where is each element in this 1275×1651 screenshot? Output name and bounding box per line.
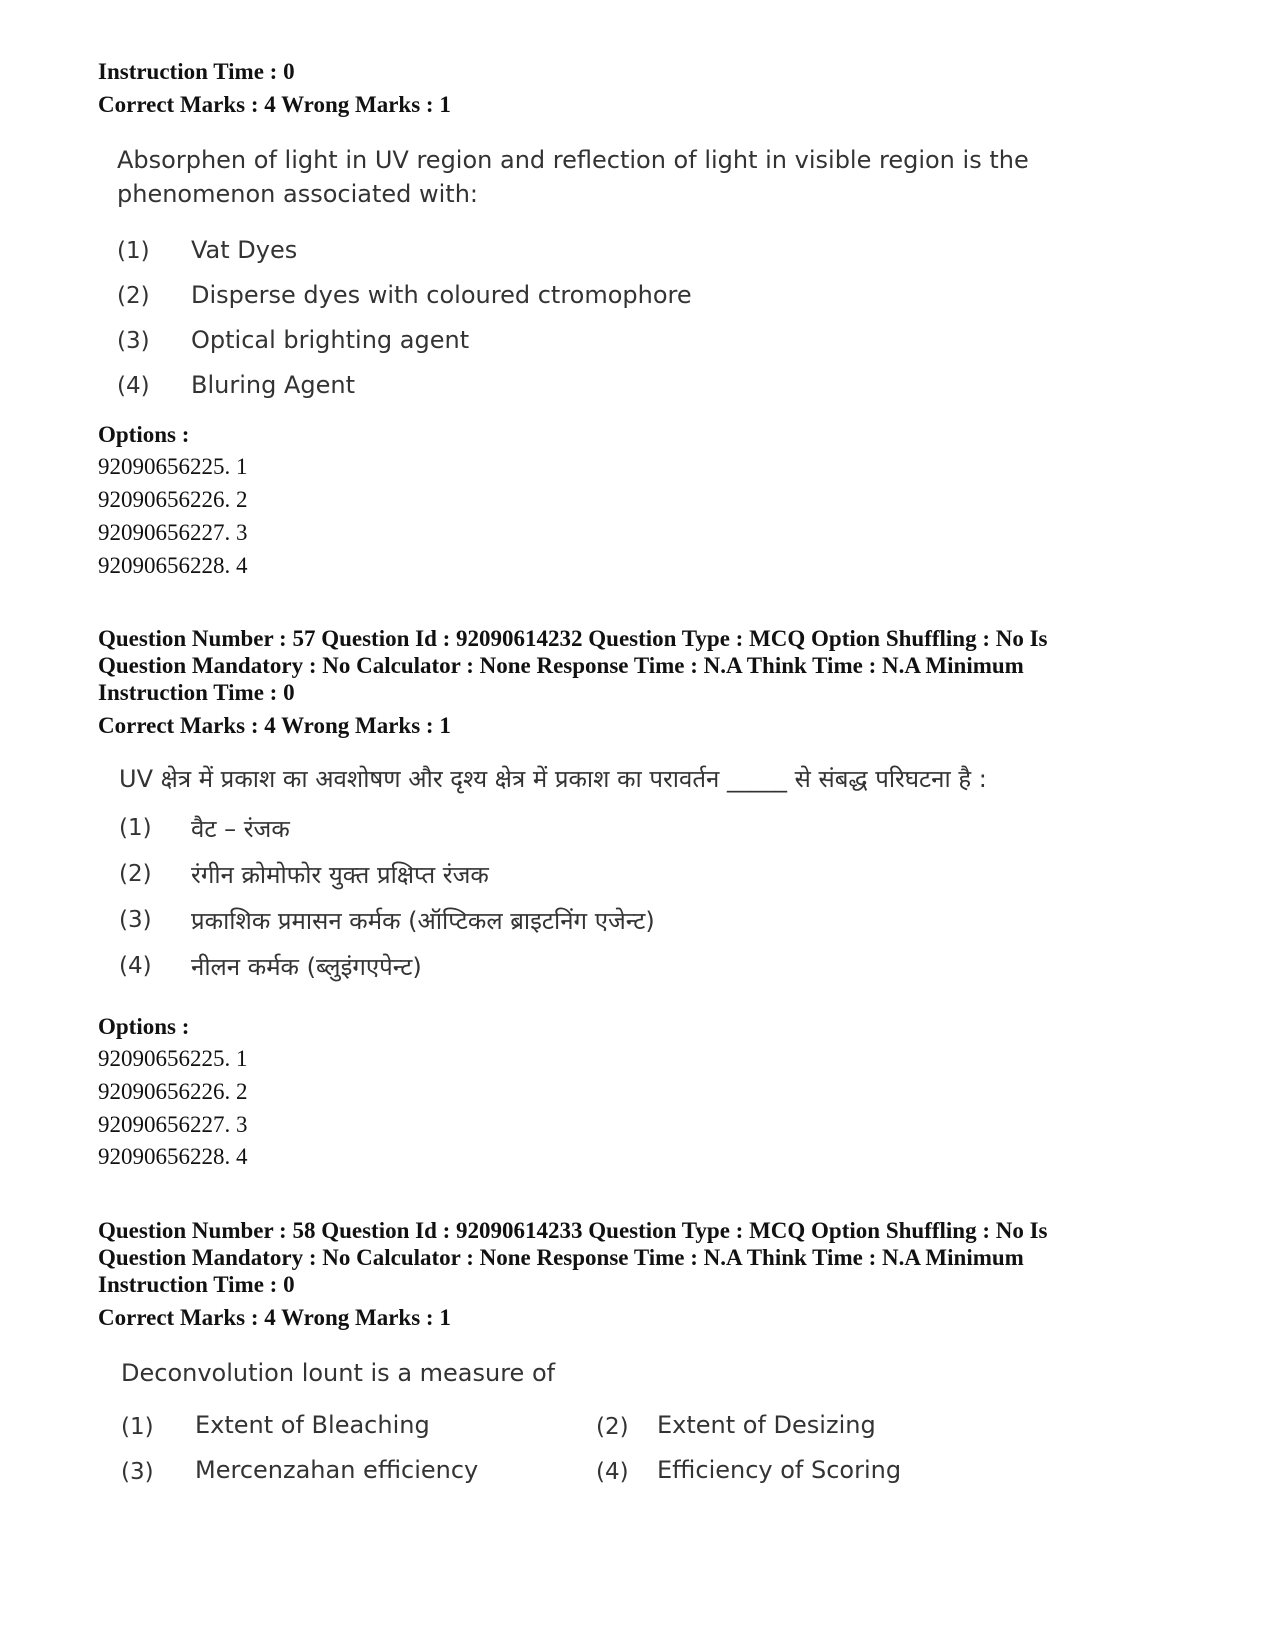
choice-text: Extent of Desizing [657,1411,876,1439]
options-title: Options : [98,422,190,447]
options-title: Options : [98,1014,190,1039]
question-header: Question Number : 57 Question Id : 92090614232 Question Type : MCQ Option Shuffling : No Is [98,626,1048,651]
option-line: 92090656227. 3 [98,520,248,545]
option-line: 92090656228. 4 [98,1144,248,1169]
question-header: Question Number : 58 Question Id : 92090614233 Question Type : MCQ Option Shuffling : No Is [98,1218,1048,1243]
choice-text: वैट – रंजक [191,815,290,843]
choice-number: (4) [596,1459,629,1485]
choice-number: (1) [117,238,150,264]
choice-number: (2) [596,1414,629,1440]
instruction-time: Instruction Time : 0 [98,1272,295,1297]
marks-line: Correct Marks : 4 Wrong Marks : 1 [98,713,451,738]
choice-text: Bluring Agent [191,371,355,399]
choice-text: Efficiency of Scoring [657,1456,902,1484]
choice-text: Disperse dyes with coloured ctromophore [191,281,692,309]
choice-text: Vat Dyes [191,236,298,264]
question-text: phenomenon associated with: [117,180,478,208]
choice-number: (3) [117,328,150,354]
question-header: Question Mandatory : No Calculator : None Response Time : N.A Think Time : N.A Minimum [98,653,1024,678]
instruction-time: Instruction Time : 0 [98,680,295,705]
choice-text: प्रकाशिक प्रमासन कर्मक (ऑप्टिकल ब्राइटनिंग एजेन्ट) [191,907,655,935]
choice-text: रंगीन क्रोमोफोर युक्त प्रक्षिप्त रंजक [191,861,489,889]
question-header: Question Mandatory : No Calculator : None Response Time : N.A Think Time : N.A Minimum [98,1245,1024,1270]
option-line: 92090656226. 2 [98,487,248,512]
option-line: 92090656228. 4 [98,553,248,578]
choice-text: Optical brighting agent [191,326,470,354]
choice-number: (2) [117,283,150,309]
choice-number: (3) [121,1459,154,1485]
choice-text: नीलन कर्मक (ब्लुइंगएपेन्ट) [191,953,422,981]
question-text: UV क्षेत्र में प्रकाश का अवशोषण और दृश्य क्षेत्र में प्रकाश का परावर्तन _____ से संबद्ध परिघटना है : [119,765,987,793]
marks-line: Correct Marks : 4 Wrong Marks : 1 [98,1305,451,1330]
choice-number: (1) [121,1414,154,1440]
choice-number: (3) [119,907,152,933]
marks-line: Correct Marks : 4 Wrong Marks : 1 [98,92,451,117]
instruction-time: Instruction Time : 0 [98,59,295,84]
choice-number: (4) [119,953,152,979]
option-line: 92090656226. 2 [98,1079,248,1104]
question-text: Deconvolution lount is a measure of [121,1359,556,1387]
option-line: 92090656225. 1 [98,1046,248,1071]
choice-number: (2) [119,861,152,887]
choice-number: (4) [117,373,150,399]
choice-number: (1) [119,815,152,841]
question-text: Absorphen of light in UV region and reflection of light in visible region is the [117,146,1029,174]
option-line: 92090656225. 1 [98,454,248,479]
option-line: 92090656227. 3 [98,1112,248,1137]
choice-text: Extent of Bleaching [195,1411,430,1439]
choice-text: Mercenzahan efficiency [195,1456,479,1484]
